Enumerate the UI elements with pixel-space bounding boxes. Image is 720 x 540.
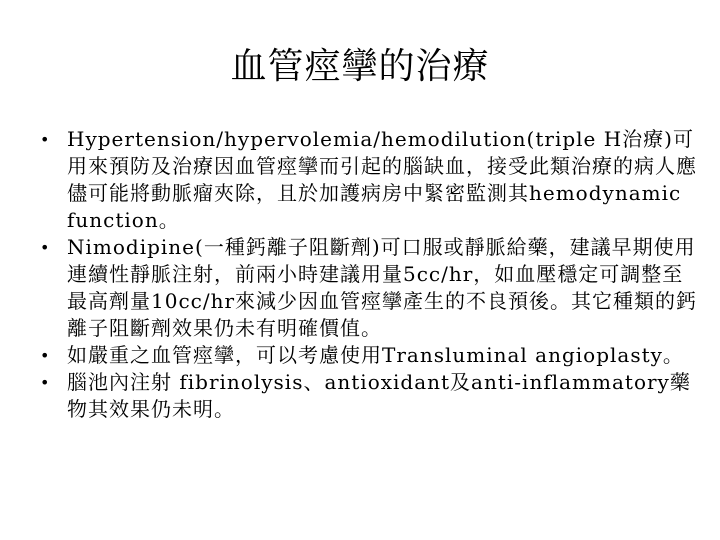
bullet-text: Hypertension/hypervolemia/hemodilution(triple H治療)可用來預防及治療因血管痙攣而引起的腦缺血，接受此類治療的病人應儘可能將動脈瘤夾除，且於加護病房中緊密監測其hemodynamic function。: [67, 127, 697, 232]
bullet-dot-icon: •: [40, 346, 51, 365]
bullet-item: [40, 369, 700, 423]
bullet-text: Nimodipine(一種鈣離子阻斷劑)可口服或靜脈給藥，建議早期使用連續性靜脈注射，前兩小時建議用量5cc/hr，如血壓穩定可調整至最高劑量10cc/hr來減少因血管痙攣產生的不良預後。其它種類的鈣離子阻斷劑效果仍未有明確價值。: [67, 235, 698, 340]
bullet-item: [40, 126, 700, 234]
bullet-item: [40, 342, 700, 369]
bullet-text: 腦池內注射 fibrinolysis、antioxidant及anti-inflammatory藥物其效果仍未明。: [67, 370, 691, 421]
bullet-dot-icon: •: [40, 130, 51, 149]
bullet-dot-icon: •: [40, 373, 51, 392]
bullet-list: [40, 126, 700, 423]
slide-title: 血管痙攣的治療: [230, 46, 490, 87]
bullet-text: 如嚴重之血管痙攣，可以考慮使用Transluminal angioplasty。: [67, 343, 684, 367]
bullet-item: [40, 234, 700, 342]
bullet-dot-icon: •: [40, 238, 51, 257]
